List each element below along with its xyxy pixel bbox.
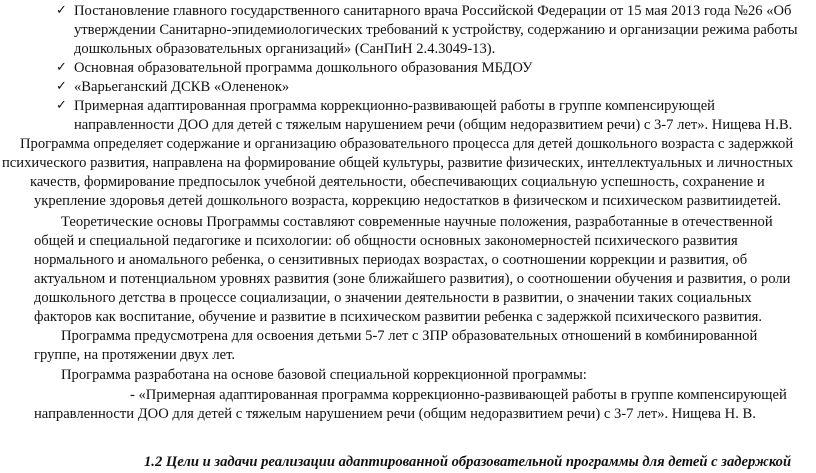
paragraph-3-line-1: Программа предусмотрена для освоения детьми 5-7 лет с ЗПР образовательных отношений в комбинированной [61, 328, 758, 344]
paragraph-1-line-1: Программа определяет содержание и организацию образовательного процесса для детей дошкольного возраста с задержкой [20, 136, 794, 152]
paragraph-2-line-2: общей и специальной педагогике и психологии: об общности основных закономерностей психического развития [34, 233, 738, 249]
paragraph-1-line-3: качеств, формирование предпосылок учебной деятельности, обеспечивающих социальную успешность, сохранение и [30, 174, 765, 190]
section-heading: 1.2 Цели и задачи реализации адаптированной образовательной программы для детей с задержкой [144, 454, 792, 470]
checklist-item-1-line-1: Постановление главного государственного санитарного врача Российской Федерации от 15 мая 2013 года №26 «Об [74, 3, 792, 19]
paragraph-1-line-4: укрепление здоровья детей дошкольного возраста, коррекцию недостатков в физическом и психическом развитиидетей. [34, 193, 782, 209]
checklist-item-2: Основная образовательной программа дошкольного образования МБДОУ [74, 60, 533, 76]
paragraph-5-line-1: - «Примерная адаптированная программа коррекционно-развивающей работы в группе компенсирующей [130, 387, 787, 403]
paragraph-3-line-2: группе, на протяжении двух лет. [34, 347, 236, 363]
paragraph-4: Программа разработана на основе базовой специальной коррекционной программы: [61, 367, 587, 383]
checkmark-icon: ✓ [56, 60, 67, 75]
checklist-item-3: «Варьеганский ДСКВ «Олененок» [74, 79, 290, 95]
checklist-item-1-line-2: утверждении Санитарно-эпидемиологических требований к устройству, содержанию и организации режима работы [74, 22, 798, 38]
paragraph-2-line-3: нормального и аномального ребенка, о сензитивных периодах возрастах, о соотношении коррекции и развития, об [34, 252, 748, 268]
paragraph-2-line-5: дошкольного детства в процессе социализации, о значении деятельности в развитии, о значении таких социальных [34, 290, 752, 306]
checklist-item-1-line-3: дошкольных образовательных организаций» (СанПиН 2.4.3049-13). [74, 41, 496, 57]
paragraph-2-line-4: актуальном и потенциальном уровнях развития (зоне ближайшего развития), о соотношении обучения и развития, о роли [34, 271, 791, 287]
checkmark-icon: ✓ [56, 3, 67, 18]
checklist-item-4-line-2: направленности ДОО для детей с тяжелым нарушением речи (общим недоразвитием речи) с 3-7 лет». Нищева Н.В. [74, 117, 793, 133]
checklist-item-4-line-1: Примерная адаптированная программа коррекционно-развивающей работы в группе компенсирующей [74, 98, 715, 114]
paragraph-2-line-6: факторов как воспитание, обучение и развитие в психическом развитии ребенка с задержкой психического развития. [34, 309, 762, 325]
checkmark-icon: ✓ [56, 79, 67, 94]
checkmark-icon: ✓ [56, 98, 67, 113]
paragraph-1-line-2: психического развития, направлена на формирование общей культуры, развитие физических, интеллектуальных и личностных [2, 155, 794, 171]
paragraph-5-line-2: направленности ДОО для детей с тяжелым нарушением речи (общим недоразвитием речи) с 3-7 лет». Нищева Н. В. [34, 406, 756, 422]
paragraph-2-line-1: Теоретические основы Программы составляют современные научные положения, разработанные в отечественной [61, 214, 773, 230]
